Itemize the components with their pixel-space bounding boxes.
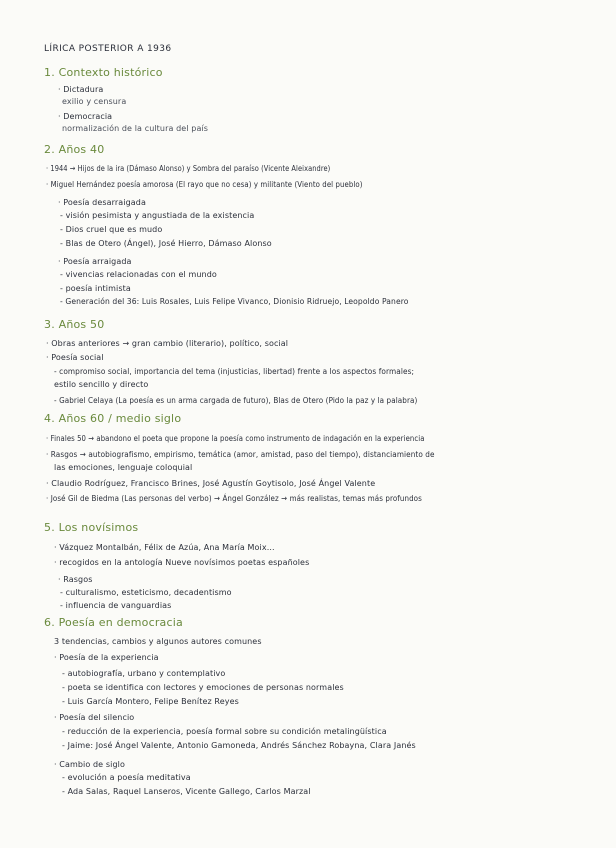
note-line: · Claudio Rodríguez, Francisco Brines, José Agustín Goytisolo, José Ángel Valente <box>46 479 376 488</box>
section-heading-2: 2. Años 40 <box>44 143 105 156</box>
note-line: - vivencias relacionadas con el mundo <box>60 270 217 279</box>
note-line: · Poesía desarraigada <box>58 198 146 207</box>
section-heading-4: 4. Años 60 / medio siglo <box>44 412 182 425</box>
note-line: normalización de la cultura del país <box>62 124 209 133</box>
note-line: - autobiografía, urbano y contemplativo <box>62 669 226 678</box>
note-line: · Poesía del silencio <box>54 713 135 722</box>
note-line: - poesía intimista <box>60 284 131 293</box>
section-heading-1: 1. Contexto histórico <box>44 66 163 79</box>
note-line: - evolución a poesía meditativa <box>62 773 191 782</box>
note-line: · Vázquez Montalbán, Félix de Azúa, Ana María Moix... <box>54 543 275 552</box>
note-line: - culturalismo, esteticismo, decadentismo <box>60 588 232 597</box>
note-line: · Poesía de la experiencia <box>54 653 159 662</box>
note-line: · José Gil de Biedma (Las personas del verbo) → Ángel González → más realistas, temas más profundos <box>46 494 422 503</box>
note-line: exilio y censura <box>62 97 127 106</box>
note-line: - Gabriel Celaya (La poesía es un arma cargada de futuro), Blas de Otero (Pido la paz y la palabra) <box>54 396 418 405</box>
section-heading-6: 6. Poesía en democracia <box>44 616 183 629</box>
note-line: · Miguel Hernández poesía amorosa (El rayo que no cesa) y militante (Viento del pueblo) <box>46 180 363 189</box>
note-line: · Finales 50 → abandono el poeta que propone la poesía como instrumento de indagación en la experiencia <box>46 434 425 443</box>
note-line: · Obras anteriores → gran cambio (literario), político, social <box>46 339 289 348</box>
note-line: las emociones, lenguaje coloquial <box>54 463 193 472</box>
note-line: - Ada Salas, Raquel Lanseros, Vicente Gallego, Carlos Marzal <box>62 787 311 796</box>
note-line: - Jaime: José Ángel Valente, Antonio Gamoneda, Andrés Sánchez Robayna, Clara Janés <box>62 741 416 750</box>
note-line: · Democracia <box>58 112 113 121</box>
note-line: - Generación del 36: Luis Rosales, Luis Felipe Vivanco, Dionisio Ridruejo, Leopoldo Panero <box>60 297 409 306</box>
note-line: · Poesía arraigada <box>58 257 132 266</box>
note-line: · Rasgos <box>58 575 93 584</box>
note-line: - reducción de la experiencia, poesía formal sobre su condición metalingüística <box>62 727 387 736</box>
note-line: - Dios cruel que es mudo <box>60 225 163 234</box>
page-title: LÍRICA POSTERIOR A 1936 <box>44 44 172 54</box>
note-line: · Cambio de siglo <box>54 760 125 769</box>
note-line: - influencia de vanguardias <box>60 601 172 610</box>
note-line: · 1944 → Hijos de la ira (Dámaso Alonso) y Sombra del paraíso (Vicente Aleixandre) <box>46 164 331 173</box>
note-line: - visión pesimista y angustiada de la existencia <box>60 211 255 220</box>
note-line: - poeta se identifica con lectores y emociones de personas normales <box>62 683 344 692</box>
note-line: estilo sencillo y directo <box>54 380 149 389</box>
note-line: · Dictadura <box>58 85 104 94</box>
note-line: 3 tendencias, cambios y algunos autores comunes <box>54 637 262 646</box>
section-heading-5: 5. Los novísimos <box>44 521 139 534</box>
note-line: · Poesía social <box>46 353 104 362</box>
section-heading-3: 3. Años 50 <box>44 318 105 331</box>
note-line: · recogidos en la antología Nueve novísimos poetas españoles <box>54 558 310 567</box>
note-line: - compromiso social, importancia del tema (injusticias, libertad) frente a los aspectos formales; <box>54 367 415 376</box>
note-line: - Blas de Otero (Ángel), José Hierro, Dámaso Alonso <box>60 239 272 248</box>
note-line: · Rasgos → autobiografismo, empirismo, temática (amor, amistad, paso del tiempo), distanciamiento de <box>46 450 435 459</box>
note-line: - Luis García Montero, Felipe Benítez Reyes <box>62 697 239 706</box>
